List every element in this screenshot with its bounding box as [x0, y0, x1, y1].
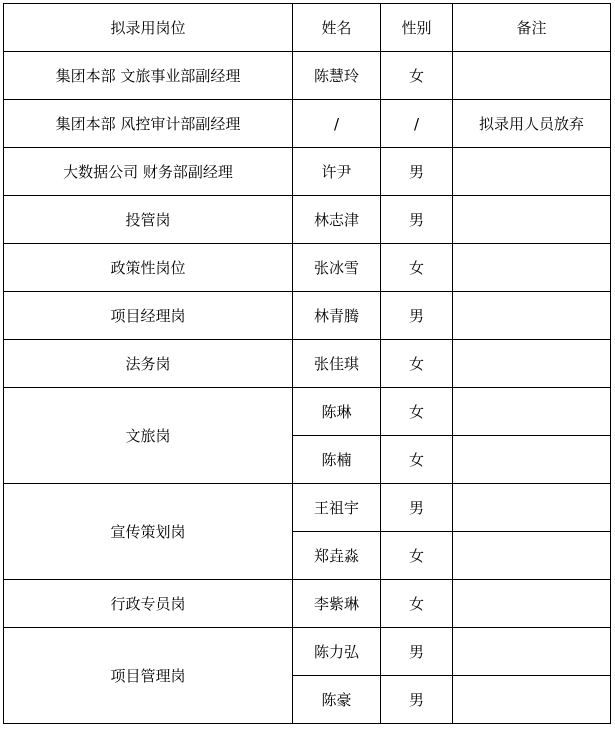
gender-cell: / — [381, 100, 453, 148]
remark-cell — [453, 340, 611, 388]
position-cell: 集团本部 文旅事业部副经理 — [4, 52, 293, 100]
name-cell: 张佳琪 — [293, 340, 381, 388]
remark-cell — [453, 292, 611, 340]
table-row — [4, 196, 611, 244]
name-cell: 陈琳 — [293, 388, 381, 436]
remark-cell: 拟录用人员放弃 — [453, 100, 611, 148]
gender-cell: 男 — [381, 484, 453, 532]
name-cell: 王祖宇 — [293, 484, 381, 532]
name-cell: 李紫琳 — [293, 580, 381, 628]
name-cell: 陈力弘 — [293, 628, 381, 676]
name-cell: 陈楠 — [293, 436, 381, 484]
gender-cell: 女 — [381, 52, 453, 100]
name-cell: 张冰雪 — [293, 244, 381, 292]
position-cell: 法务岗 — [4, 340, 293, 388]
name-cell: 许尹 — [293, 148, 381, 196]
table-row — [4, 580, 611, 628]
remark-cell — [453, 148, 611, 196]
position-cell: 项目经理岗 — [4, 292, 293, 340]
remark-cell — [453, 244, 611, 292]
table-row — [4, 388, 611, 436]
table-row — [4, 148, 611, 196]
remark-cell — [453, 532, 611, 580]
remark-cell — [453, 196, 611, 244]
gender-cell: 女 — [381, 244, 453, 292]
table-row — [4, 100, 611, 148]
gender-cell: 女 — [381, 436, 453, 484]
name-cell: 陈慧玲 — [293, 52, 381, 100]
position-cell: 项目管理岗 — [4, 628, 293, 724]
table-row — [4, 628, 611, 676]
table-row — [4, 484, 611, 532]
header-remark: 备注 — [453, 4, 611, 52]
remark-cell — [453, 628, 611, 676]
name-cell: 林青腾 — [293, 292, 381, 340]
recruitment-table-container — [3, 3, 611, 724]
table-row — [4, 52, 611, 100]
position-cell: 投管岗 — [4, 196, 293, 244]
remark-cell — [453, 436, 611, 484]
position-cell: 行政专员岗 — [4, 580, 293, 628]
gender-cell: 女 — [381, 340, 453, 388]
position-cell: 大数据公司 财务部副经理 — [4, 148, 293, 196]
gender-cell: 男 — [381, 292, 453, 340]
remark-cell — [453, 484, 611, 532]
name-cell: 郑垚淼 — [293, 532, 381, 580]
gender-cell: 男 — [381, 148, 453, 196]
remark-cell — [453, 52, 611, 100]
remark-cell — [453, 388, 611, 436]
remark-cell — [453, 676, 611, 724]
position-cell: 宣传策划岗 — [4, 484, 293, 580]
position-cell: 文旅岗 — [4, 388, 293, 484]
header-name: 姓名 — [293, 4, 381, 52]
header-position: 拟录用岗位 — [4, 4, 293, 52]
table-header-row — [4, 4, 611, 52]
recruitment-table — [3, 3, 611, 724]
position-cell: 集团本部 风控审计部副经理 — [4, 100, 293, 148]
gender-cell: 女 — [381, 532, 453, 580]
remark-cell — [453, 580, 611, 628]
gender-cell: 女 — [381, 580, 453, 628]
header-gender: 性别 — [381, 4, 453, 52]
name-cell: / — [293, 100, 381, 148]
position-cell: 政策性岗位 — [4, 244, 293, 292]
gender-cell: 男 — [381, 676, 453, 724]
name-cell: 林志津 — [293, 196, 381, 244]
table-row — [4, 244, 611, 292]
gender-cell: 男 — [381, 196, 453, 244]
gender-cell: 男 — [381, 628, 453, 676]
gender-cell: 女 — [381, 388, 453, 436]
table-row — [4, 340, 611, 388]
name-cell: 陈豪 — [293, 676, 381, 724]
table-row — [4, 292, 611, 340]
